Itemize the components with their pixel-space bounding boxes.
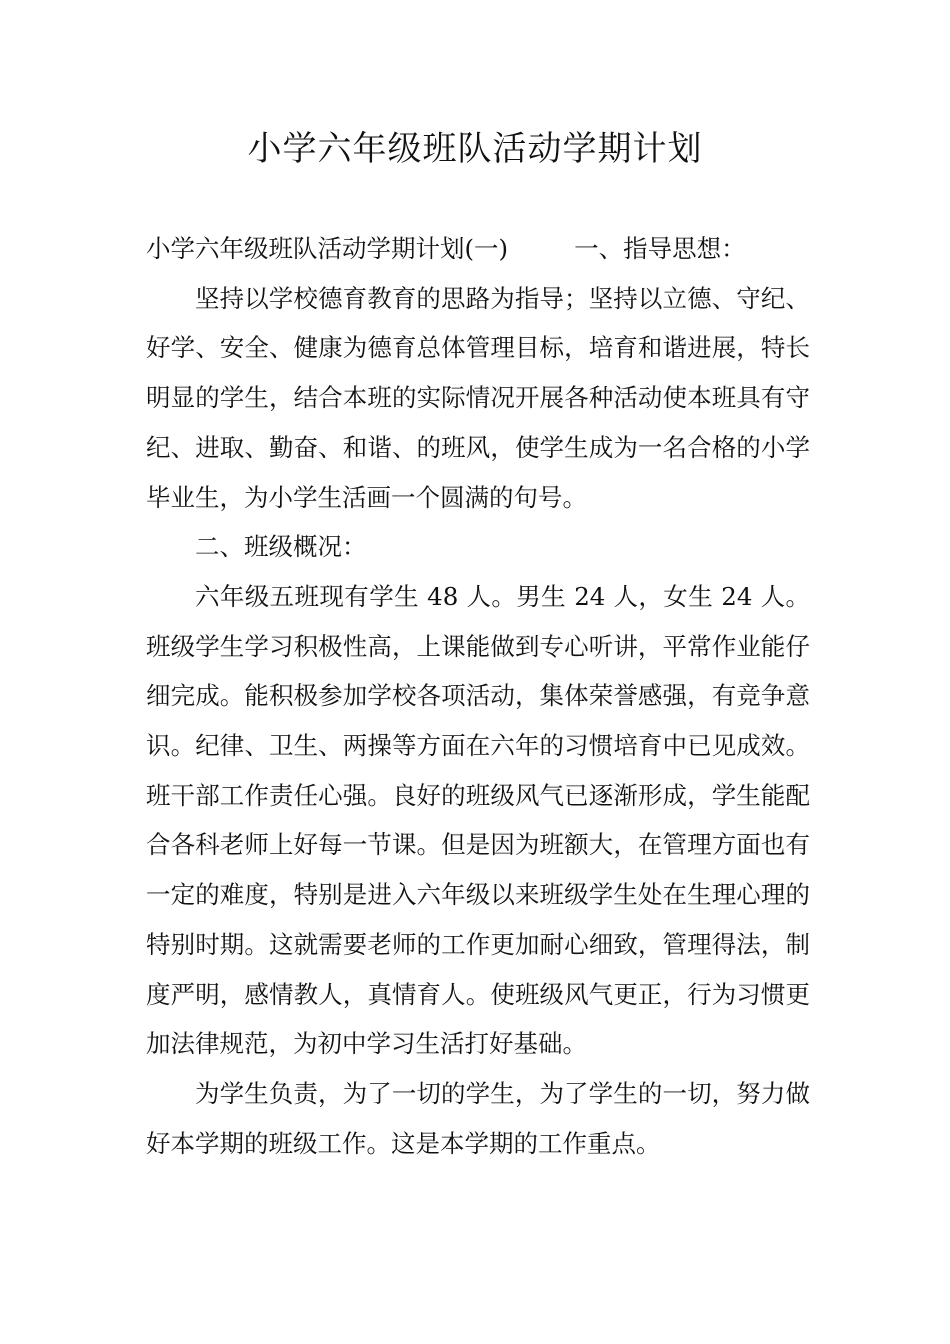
document-body (146, 224, 810, 1168)
paragraph-guiding-thought: 坚持以学校德育教育的思路为指导；坚持以立德、守纪、好学、安全、健康为德育总体管理目标，培育和谐进展，特长明显的学生，结合本班的实际情况开展各种活动使本班具有守纪、进取、勤奋、和谐、的班风，使学生成为一名合格的小学毕业生，为小学生活画一个圆满的句号。 (146, 283, 810, 512)
section-heading-class-overview: 二、班级概况： (195, 532, 367, 562)
paragraph-class-overview: 六年级五班现有学生 48 人。男生 24 人，女生 24 人。班级学生学习积极性高，上课能做到专心听讲，平常作业能仔细完成。能积极参加学校各项活动，集体荣誉感强，有竞争意识。纪律、卫生、两操等方面在六年的习惯培育中已见成效。班干部工作责任心强。良好的班级风气已逐渐形成，学生能配合各科老师上好每一节课。但是因为班额大，在管理方面也有一定的难度，特别是进入六年级以来班级学生处在生理心理的特别时期。这就需要老师的工作更加耐心细致，管理得法，制度严明，感情教人，真情育人。使班级风气更正，行为习惯更加法律规范，为初中学习生活打好基础。 (146, 581, 810, 1059)
section-heading-guiding-thought: 一、指导思想： (574, 234, 746, 263)
subtitle-line (146, 224, 810, 274)
document-title: 小学六年级班队活动学期计划 (247, 129, 703, 169)
paragraph-work-focus: 为学生负责，为了一切的学生，为了学生的一切，努力做好本学期的班级工作。这是本学期的工作重点。 (146, 1078, 810, 1158)
document-subtitle: 小学六年级班队活动学期计划(一) (146, 234, 509, 263)
